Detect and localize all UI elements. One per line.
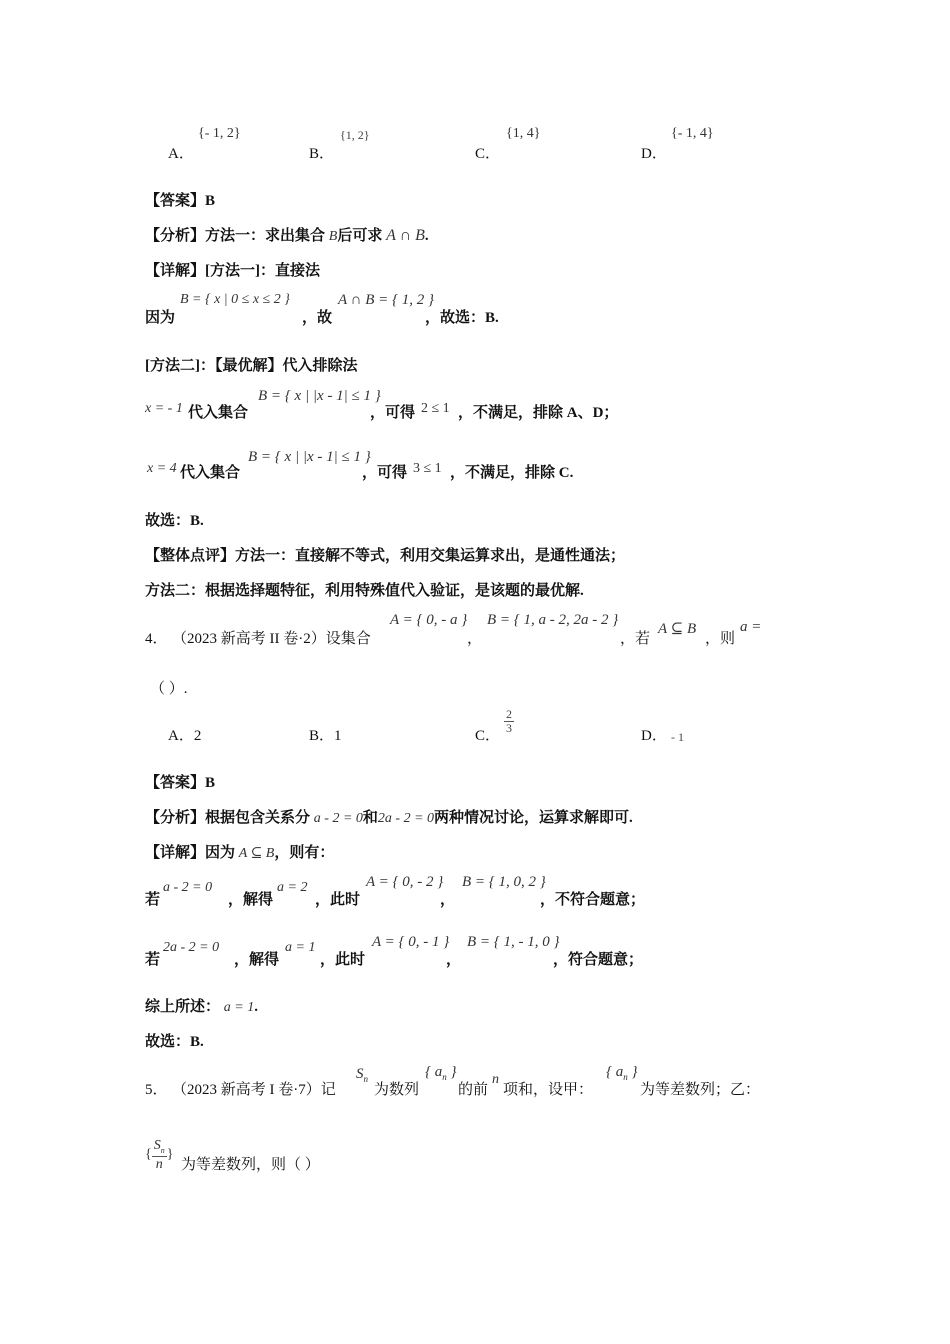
sub1-into: 代入集合	[188, 405, 249, 421]
summary-end: .	[254, 999, 258, 1015]
case2-sep: ，	[446, 952, 462, 968]
q5-arith1: 为等差数列；乙：	[640, 1082, 761, 1098]
q4-sep: ，	[467, 631, 483, 647]
seq2-an-sub: n	[623, 1072, 628, 1082]
q5-as-seq: 为数列	[374, 1082, 420, 1098]
case2-if: 若	[145, 952, 161, 968]
answer-tag: 【答案】	[145, 775, 206, 791]
q5-frac-expr	[145, 1138, 173, 1172]
q5-n-var: n	[492, 1072, 499, 1087]
analysis-text-2: 两种情况讨论，运算求解即可.	[434, 810, 633, 826]
seq-an-sub: n	[442, 1072, 447, 1082]
seq-close: }	[446, 1064, 457, 1080]
q4-analysis	[145, 806, 633, 827]
option-d-letter: D．	[641, 146, 667, 162]
case1-eq: a - 2 = 0	[163, 880, 213, 895]
sub2-set: B = { x | |x - 1| ≤ 1 }	[248, 449, 371, 465]
q5-number: 5．	[145, 1082, 168, 1098]
frac-numerator: 2	[506, 707, 512, 721]
q4-option-d-letter: D．	[641, 728, 667, 744]
sub1-x: x = - 1	[145, 401, 183, 416]
q4-blank: （ ）.	[150, 681, 188, 697]
option-a-letter: A．	[168, 146, 194, 162]
summary-val: a = 1	[223, 1000, 255, 1015]
option-c-value: {1, 4}	[506, 126, 541, 141]
q4-var-a: a =	[740, 619, 762, 635]
analysis-expr: A ∩ B	[386, 227, 425, 244]
q3-review	[145, 544, 625, 565]
method2-name: 代入排除法	[282, 358, 358, 374]
review-line2: 方法二：根据选择题特征，利用特殊值代入验证，是该题的最优解.	[145, 583, 584, 599]
choose-label: ，故选：	[425, 310, 486, 326]
q4-answer	[145, 771, 215, 792]
analysis-var-b: B	[328, 229, 338, 244]
analysis-end: .	[424, 228, 429, 244]
answer-value: B	[205, 193, 216, 209]
analysis-text: 方法一：求出集合	[205, 228, 326, 244]
case2-now: ，此时	[320, 952, 366, 968]
option-b-letter: B．	[309, 146, 335, 162]
case1-result: ，不符合题意；	[540, 892, 646, 908]
case2-result: ，符合题意；	[553, 952, 644, 968]
case2-solve: ，解得	[234, 952, 280, 968]
q4-source: （2023 新高考 II 卷·2）设集合	[172, 631, 371, 647]
case2-eq: 2a - 2 = 0	[163, 940, 220, 955]
detail-method1: [方法一]：直接法	[205, 263, 321, 279]
q4-subset: A ⊆ B	[658, 621, 697, 637]
frac-num-sub: n	[160, 1145, 165, 1155]
q4-detail	[145, 841, 334, 862]
sub1-result: ，不满足，排除 A、D；	[458, 405, 619, 421]
detail-have: ，则有：	[274, 845, 335, 861]
case1-now: ，此时	[315, 892, 361, 908]
answer-value: B	[205, 775, 216, 791]
case1-set-b: B = { 1, 0, 2 }	[462, 874, 546, 890]
q4-set-a: A = { 0, - a }	[390, 612, 468, 628]
detail-tag: 【详解】	[145, 263, 206, 279]
q5-arith2: 为等差数列，则（ ）	[181, 1157, 320, 1173]
method2-tag: 【最优解】	[215, 358, 283, 374]
q5-sn	[356, 1066, 368, 1084]
case2-set-b: B = { 1, - 1, 0 }	[467, 934, 560, 950]
sn-sub: n	[363, 1074, 368, 1084]
choose-value: B.	[485, 310, 499, 326]
q5-seq2-an	[606, 1064, 638, 1082]
q3-answer	[145, 189, 215, 210]
frac-den: n	[155, 1156, 163, 1172]
frac-brace-open: {	[145, 1147, 152, 1162]
seq-an: { a	[425, 1064, 443, 1080]
q4-option-c-letter: C．	[475, 728, 501, 744]
q3-analysis	[145, 224, 429, 245]
q4-option-b	[309, 724, 342, 745]
method2-title	[145, 354, 358, 375]
case1-solve: ，解得	[228, 892, 274, 908]
summary-text: 综上所述：	[145, 999, 221, 1015]
detail-subset: A ⊆ B	[238, 846, 275, 861]
option-a-value: {- 1, 2}	[198, 126, 241, 141]
q3-detail	[145, 259, 320, 280]
review-line1: 方法一：直接解不等式，利用交集运算求出，是通性通法；	[235, 548, 626, 564]
answer-tag: 【答案】	[145, 193, 206, 209]
q3-final-choice: 故选：B.	[145, 513, 204, 529]
sub2-ineq: 3 ≤ 1	[413, 461, 442, 476]
detail-tag: 【详解】	[145, 845, 206, 861]
option-value: 2	[193, 728, 202, 744]
summary	[145, 995, 258, 1016]
option-value: 1	[334, 728, 342, 744]
frac-num: S	[153, 1138, 161, 1153]
set-b-expr: B = { x | 0 ≤ x ≤ 2 }	[180, 292, 290, 307]
q5-first: 的前	[458, 1082, 489, 1098]
review-tag: 【整体点评】	[145, 548, 236, 564]
option-d-value: {- 1, 4}	[671, 126, 714, 141]
detail-because: 因为	[205, 845, 236, 861]
sub2-into: 代入集合	[180, 465, 241, 481]
analysis-text-2: 后可求	[337, 228, 383, 244]
option-b-value: {1, 2}	[340, 128, 370, 142]
frac-brace-close: }	[166, 1147, 174, 1162]
q4-option-c-frac	[504, 708, 514, 736]
sub1-ineq: 2 ≤ 1	[421, 401, 450, 416]
case2-sol: a = 1	[285, 940, 316, 955]
q4-option-d-value: - 1	[671, 730, 684, 744]
case1-set-a: A = { 0, - 2 }	[366, 874, 444, 890]
frac-denominator: 3	[506, 721, 512, 736]
sub1-set: B = { x | |x - 1| ≤ 1 }	[258, 388, 381, 404]
analysis-tag: 【分析】	[145, 228, 206, 244]
case1-sep: ，	[440, 892, 456, 908]
q4-then: ，则	[705, 631, 736, 647]
case1-sol: a = 2	[277, 880, 308, 895]
option-letter: B．	[309, 728, 335, 744]
q5-seq-an	[425, 1064, 457, 1082]
option-letter: A．	[168, 728, 194, 744]
q4-set-b: B = { 1, a - 2, 2a - 2 }	[487, 612, 619, 628]
sub2-x: x = 4	[147, 461, 177, 476]
seq2-close: }	[627, 1064, 638, 1080]
q4-number: 4．	[145, 631, 168, 647]
q4-if: ，若	[620, 631, 651, 647]
sn-letter: S	[356, 1066, 364, 1082]
method2-prefix: [方法二]：	[145, 358, 215, 374]
sub1-get: ，可得	[370, 405, 416, 421]
analysis-text: 根据包含关系分	[205, 810, 311, 826]
case2-set-a: A = { 0, - 1 }	[372, 934, 450, 950]
option-c-letter: C．	[475, 146, 501, 162]
sub2-result: ，不满足，排除 C.	[450, 465, 574, 481]
comma-so: ，故	[302, 310, 333, 326]
q5-source: （2023 新高考 I 卷·7）记	[172, 1082, 336, 1098]
analysis-eq1: a - 2 = 0	[313, 811, 363, 826]
intersect-expr: A ∩ B = { 1, 2 }	[338, 292, 435, 308]
sub2-get: ，可得	[362, 465, 408, 481]
analysis-eq2: 2a - 2 = 0	[377, 811, 435, 826]
q4-option-a	[168, 724, 201, 745]
seq2-an: { a	[606, 1064, 624, 1080]
choose-text	[425, 306, 499, 327]
analysis-and: 和	[362, 810, 378, 826]
sn-over-n	[152, 1138, 167, 1172]
case1-if: 若	[145, 892, 161, 908]
q4-final-choice: 故选：B.	[145, 1034, 204, 1050]
q5-sum-text: 项和，设甲：	[503, 1082, 594, 1098]
because-label: 因为	[145, 310, 176, 326]
analysis-tag: 【分析】	[145, 810, 206, 826]
